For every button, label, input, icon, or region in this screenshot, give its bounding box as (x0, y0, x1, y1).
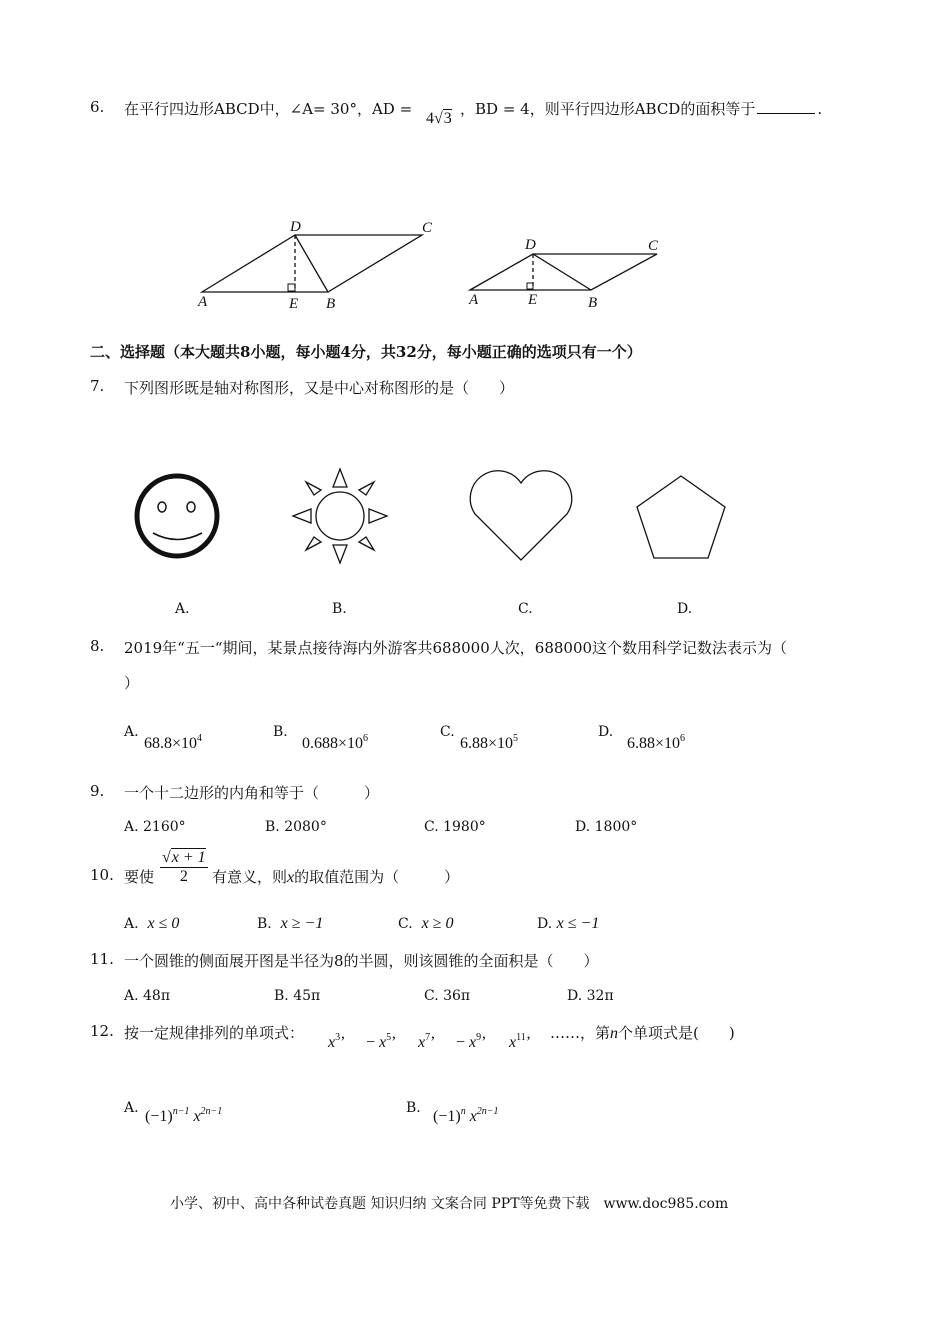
q10-fraction (160, 849, 208, 886)
base: (−1) (145, 1108, 173, 1125)
label-e: E (528, 292, 538, 308)
q8-option-a-label[interactable]: A. (124, 724, 139, 740)
q7-option-d[interactable]: D. (677, 601, 693, 617)
q12-term-5: $x^{11}$’ (509, 1032, 532, 1051)
q9-option-c[interactable]: C. 1980° (424, 819, 486, 835)
pentagon-icon (637, 476, 725, 558)
q6-text-continued (460, 98, 822, 119)
exponent: n (460, 1106, 466, 1117)
mantissa: 6.88 (460, 735, 488, 752)
q12-term-1: $x^3$’ (328, 1032, 346, 1051)
q8-option-d[interactable] (627, 735, 685, 753)
times-ten: ×10 (172, 735, 198, 752)
q10-prefix: 要使 (124, 868, 155, 886)
q11-number: 11. (90, 950, 114, 968)
q12-number: 12. (90, 1022, 114, 1040)
variable: x (193, 1108, 201, 1125)
q9-option-a[interactable]: A. 2160° (124, 819, 186, 835)
option-expr: x ≤ 0 (147, 915, 180, 932)
fraction (160, 849, 208, 886)
q12-text-a: ……，第 (550, 1024, 611, 1042)
q9-number: 9. (90, 782, 105, 800)
q6-middle: ，BD = 4，则平行四边形ABCD的面积等于 (460, 100, 756, 118)
q11-option-c[interactable]: C. 36π (424, 988, 471, 1004)
term-exponent: 3 (335, 1032, 341, 1043)
label-c: C (422, 220, 433, 236)
q8-option-b-label[interactable]: B. (273, 724, 288, 740)
q12-prefix: 按一定规律排列的单项式： (124, 1024, 305, 1042)
q7-option-b[interactable]: B. (332, 601, 347, 617)
mantissa: 68.8 (144, 735, 172, 752)
q10-variable: x (287, 869, 295, 886)
q9-option-b[interactable]: B. 2080° (265, 819, 327, 835)
times-ten: ×10 (338, 735, 364, 752)
q7-text: 下列图形既是轴对称图形，又是中心对称图形的是（ ） (124, 379, 515, 397)
base: (−1) (433, 1108, 461, 1125)
section-heading: 二、选择题（本大题共8小题，每小题4分，共32分，每小题正确的选项只有一个） (90, 343, 642, 361)
option-label: B. (257, 916, 272, 932)
times-ten: ×10 (655, 735, 681, 752)
smiley-face-icon (137, 476, 217, 556)
q12-option-b-label[interactable]: B. (406, 1100, 421, 1116)
mantissa: 0.688 (302, 735, 338, 752)
option-expr: x ≤ −1 (556, 915, 600, 932)
q10-text-b: 的取值范围为（ ） (294, 868, 460, 886)
q12-text (550, 1022, 735, 1043)
option-label: C. (398, 916, 413, 932)
q11-text: 一个圆锥的侧面展开图是半径为8的半圆，则该圆锥的全面积是（ ） (124, 952, 599, 970)
exponent: 5 (513, 733, 519, 744)
q8-text: 2019年“五一“期间，某景点接待海内外游客共688000人次，688000这个数用科学记数法表示为（ (124, 639, 788, 657)
variable: x (469, 1108, 477, 1125)
q10-option-a[interactable] (124, 915, 179, 933)
term-exponent: 5 (386, 1032, 392, 1043)
label-c: C (648, 238, 659, 254)
exponent: 6 (680, 733, 686, 744)
exponent: 4 (197, 733, 203, 744)
sqrt-icon: √ (434, 110, 443, 127)
q6-number: 6. (90, 98, 105, 116)
q7-option-c[interactable]: C. (518, 601, 533, 617)
q8-option-c[interactable] (460, 735, 518, 753)
mantissa: 6.88 (627, 735, 655, 752)
q6-end: . (817, 100, 823, 118)
term-exponent: 9 (476, 1032, 482, 1043)
q8-number: 8. (90, 637, 105, 655)
q8-text-close: ） (124, 674, 140, 692)
option-expr: x ≥ 0 (421, 915, 454, 932)
q12-option-a-label[interactable]: A. (124, 1100, 139, 1116)
fraction-numerator (160, 849, 208, 868)
q12-term-3: $x^7$’ (418, 1032, 436, 1051)
heart-icon (470, 471, 571, 560)
q9-option-d[interactable]: D. 1800° (575, 819, 638, 835)
label-d: D (290, 219, 301, 235)
times-ten: ×10 (488, 735, 514, 752)
option-expr: x ≥ −1 (280, 915, 324, 932)
q6-parallelogram-figures (190, 212, 670, 312)
exponent: n−1 (172, 1106, 190, 1117)
q11-option-a[interactable]: A. 48π (124, 988, 171, 1004)
q6-text (124, 98, 412, 119)
q12-text-b: 个单项式是( ) (618, 1024, 735, 1042)
term-exponent: 11 (516, 1032, 526, 1043)
q11-option-b[interactable]: B. 45π (274, 988, 321, 1004)
q11-option-d[interactable]: D. 32π (567, 988, 614, 1004)
q12-variable: n (610, 1025, 619, 1042)
q10-number: 10. (90, 866, 114, 884)
label-d: D (525, 237, 536, 253)
exponent: 6 (363, 733, 369, 744)
exponent: 2n−1 (476, 1106, 499, 1117)
q6-ad-value (426, 110, 452, 128)
label-a: A (469, 292, 479, 308)
q9-text: 一个十二边形的内角和等于（ ） (124, 784, 380, 802)
q8-option-d-label[interactable]: D. (598, 724, 614, 740)
radicand: x + 1 (171, 849, 206, 866)
right-parallelogram (470, 254, 657, 290)
q6-ad-coefficient: 4 (426, 110, 434, 127)
q12-term-4: − $x^9$’ (456, 1032, 487, 1051)
label-a: A (198, 294, 208, 310)
q6-answer-blank[interactable] (757, 101, 815, 114)
q10-option-c[interactable] (398, 915, 453, 933)
q12-option-b[interactable] (433, 1108, 499, 1126)
q8-option-a[interactable] (144, 735, 202, 753)
q10-text (212, 866, 459, 887)
sqrt-icon: √ (162, 849, 171, 866)
term-sign: − (366, 1034, 376, 1051)
term-exponent: 7 (425, 1032, 431, 1043)
q8-option-b[interactable] (302, 735, 368, 753)
exponent: 2n−1 (200, 1106, 223, 1117)
label-b: B (588, 295, 598, 311)
page-footer: 小学、初中、高中各种试卷真题 知识归纳 文案合同 PPT等免费下载 www.doc985.com (170, 1196, 729, 1212)
left-parallelogram (202, 235, 422, 292)
q10-option-d[interactable] (537, 915, 599, 933)
q7-shapes (120, 460, 740, 580)
option-label: A. (124, 916, 139, 932)
sun-icon (293, 469, 387, 563)
term-sign: − (456, 1034, 466, 1051)
option-label: D. (537, 916, 553, 932)
label-e: E (289, 296, 299, 312)
q12-term-2: − $x^5$’ (366, 1032, 397, 1051)
q10-option-b[interactable] (257, 915, 323, 933)
q6-ad-radicand: 3 (443, 110, 452, 127)
fraction-denominator: 2 (179, 868, 188, 885)
q7-number: 7. (90, 377, 105, 395)
q7-option-a[interactable]: A. (175, 601, 190, 617)
q12-option-a[interactable] (145, 1108, 222, 1126)
q8-option-c-label[interactable]: C. (440, 724, 455, 740)
q10-text-a: 有意义，则 (212, 868, 288, 886)
q6-prefix: 在平行四边形ABCD中，∠A= 30°，AD = (124, 100, 413, 118)
label-b: B (326, 296, 336, 312)
